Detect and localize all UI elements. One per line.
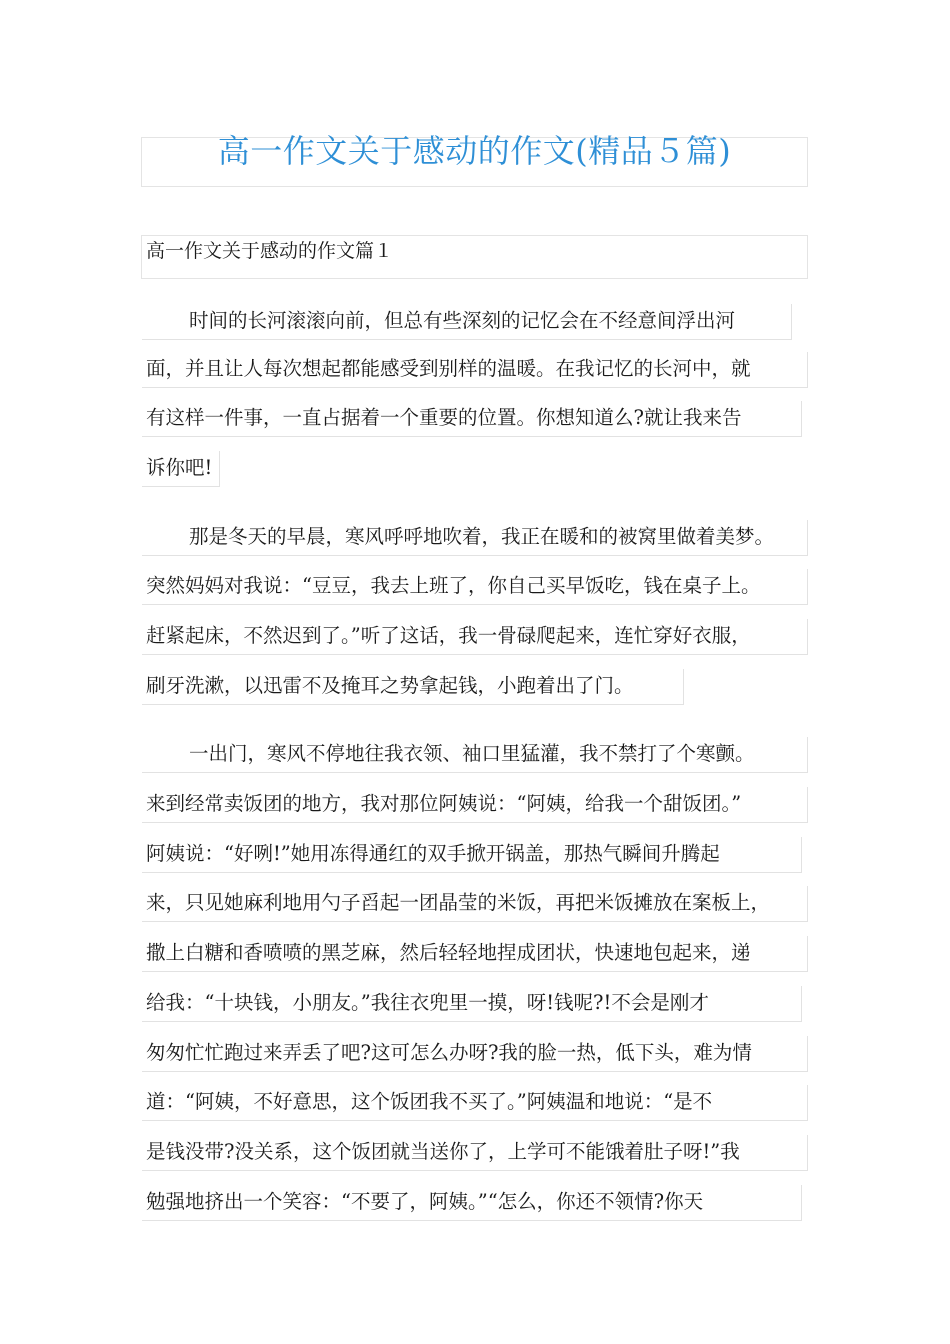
paragraph-line: 给我：“十块钱，小朋友。”我往衣兜里一摸，呀!钱呢?!不会是刚才 <box>142 986 802 1022</box>
paragraph-line: 是钱没带?没关系，这个饭团就当送你了，上学可不能饿着肚子呀!”我 <box>142 1135 808 1171</box>
paragraph-line: 勉强地挤出一个笑容：“不要了，阿姨。”“怎么，你还不领情?你天 <box>142 1185 802 1221</box>
paragraph-line: 突然妈妈对我说：“豆豆，我去上班了，你自己买早饭吃，钱在桌子上。 <box>142 569 808 605</box>
paragraph-line: 诉你吧! <box>142 451 220 487</box>
paragraph-line: 刷牙洗漱，以迅雷不及掩耳之势拿起钱，小跑着出了门。 <box>142 669 684 705</box>
paragraph-line: 来，只见她麻利地用勺子舀起一团晶莹的米饭，再把米饭摊放在案板上， <box>142 886 808 922</box>
paragraph-line: 撒上白糖和香喷喷的黑芝麻，然后轻轻地捏成团状，快速地包起来，递 <box>142 936 808 972</box>
paragraph-line: 一出门，寒风不停地往我衣领、袖口里猛灌，我不禁打了个寒颤。 <box>142 737 808 773</box>
paragraph-line: 道：“阿姨，不好意思，这个饭团我不买了。”阿姨温和地说：“是不 <box>142 1085 808 1121</box>
paragraph-line: 有这样一件事，一直占据着一个重要的位置。你想知道么?就让我来告 <box>142 401 802 437</box>
paragraph-line: 来到经常卖饭团的地方，我对那位阿姨说：“阿姨，给我一个甜饭团。” <box>142 787 808 823</box>
document-title: 高一作文关于感动的作文(精品５篇) <box>217 132 732 170</box>
paragraph-line: 赶紧起床，不然迟到了。”听了这话，我一骨碌爬起来，连忙穿好衣服， <box>142 619 808 655</box>
paragraph-line: 阿姨说：“好咧!”她用冻得通红的双手掀开锅盖，那热气瞬间升腾起 <box>142 837 802 873</box>
section-heading: 高一作文关于感动的作文篇１ <box>146 240 394 262</box>
paragraph-line: 匆匆忙忙跑过来弄丢了吧?这可怎么办呀?我的脸一热，低下头，难为情 <box>142 1036 808 1072</box>
paragraph-line: 那是冬天的早晨，寒风呼呼地吹着，我正在暖和的被窝里做着美梦。 <box>142 520 808 556</box>
paragraph-line: 时间的长河滚滚向前，但总有些深刻的记忆会在不经意间浮出河 <box>142 304 792 340</box>
paragraph-line: 面，并且让人每次想起都能感受到别样的温暖。在我记忆的长河中，就 <box>142 352 808 388</box>
